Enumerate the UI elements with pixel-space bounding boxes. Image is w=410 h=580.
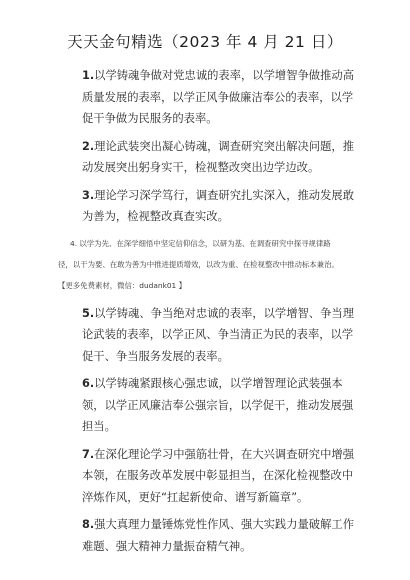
note-line-1: 4. 以学为先、在深学细悟中坚定信仰信念，以研为基、在调查研究中探寻规律路: [70, 238, 331, 248]
paragraph-text: 以学铸魂、争当绝对忠诚的表率，以学增智、争当理论武装的表率，以学正风、争当清正为民的表率，以学促干、争当服务发展的表率。: [82, 306, 354, 363]
paragraph-text: 以学铸魂争做对党忠诚的表率，以学增智争做推动高质量发展的表率，以学正风争做廉洁奉公的表率，以学促干争做为民服务的表率。: [82, 69, 354, 125]
paragraph-text: 理论武装突出凝心铸魂，调查研究突出解决问题，推动发展突出躬身实干，检视整改突出边学边改。: [82, 139, 354, 174]
paragraph-1: [46, 65, 364, 130]
paragraph-text: 在深化理论学习中强筋壮骨，在大兴调查研究中增强本领，在服务改革发展中彰显担当，在深化检视整改中淬炼作风，更好“扛起新使命、谱写新篇章”。: [82, 447, 354, 504]
paragraph-number: 8.: [82, 518, 95, 531]
paragraph-text: 以学铸魂紧跟核心强忠诚，以学增智理论武装强本领，以学正风廉洁奉公强宗旨，以学促干，推动发展强担当。: [82, 377, 354, 433]
paragraph-6: [46, 373, 364, 438]
note-line-2: 径，以干为要、在敢为善为中推进提质增效，以改为重、在检视整改中推动标本兼治。: [58, 259, 339, 269]
promo-line: 【更多免费素材，微信：dudank01 】: [58, 280, 187, 290]
paragraph-text: 强大真理力量锤炼党性作风、强大实践力量破解工作难题、强大精神力量振奋精气神。: [82, 518, 354, 553]
paragraph-3: [46, 185, 364, 228]
paragraph-2: [46, 136, 364, 179]
paragraph-number: 1.: [82, 69, 95, 82]
paragraph-text: 理论学习深学笃行，调查研究扎实深入，推动发展敢为善为，检视整改真查实改。: [82, 188, 354, 223]
paragraph-number: 3.: [82, 188, 95, 202]
paragraph-8: [46, 514, 364, 557]
paragraph-5: [46, 303, 364, 368]
document-title: 天天金句精选（2023 年 4 月 21 日）: [67, 33, 343, 51]
paragraph-number: 2.: [82, 139, 95, 153]
paragraph-number: 5.: [82, 306, 95, 320]
paragraph-7: [46, 444, 364, 509]
paragraph-number: 7.: [82, 447, 95, 461]
paragraph-number: 6.: [82, 377, 95, 390]
